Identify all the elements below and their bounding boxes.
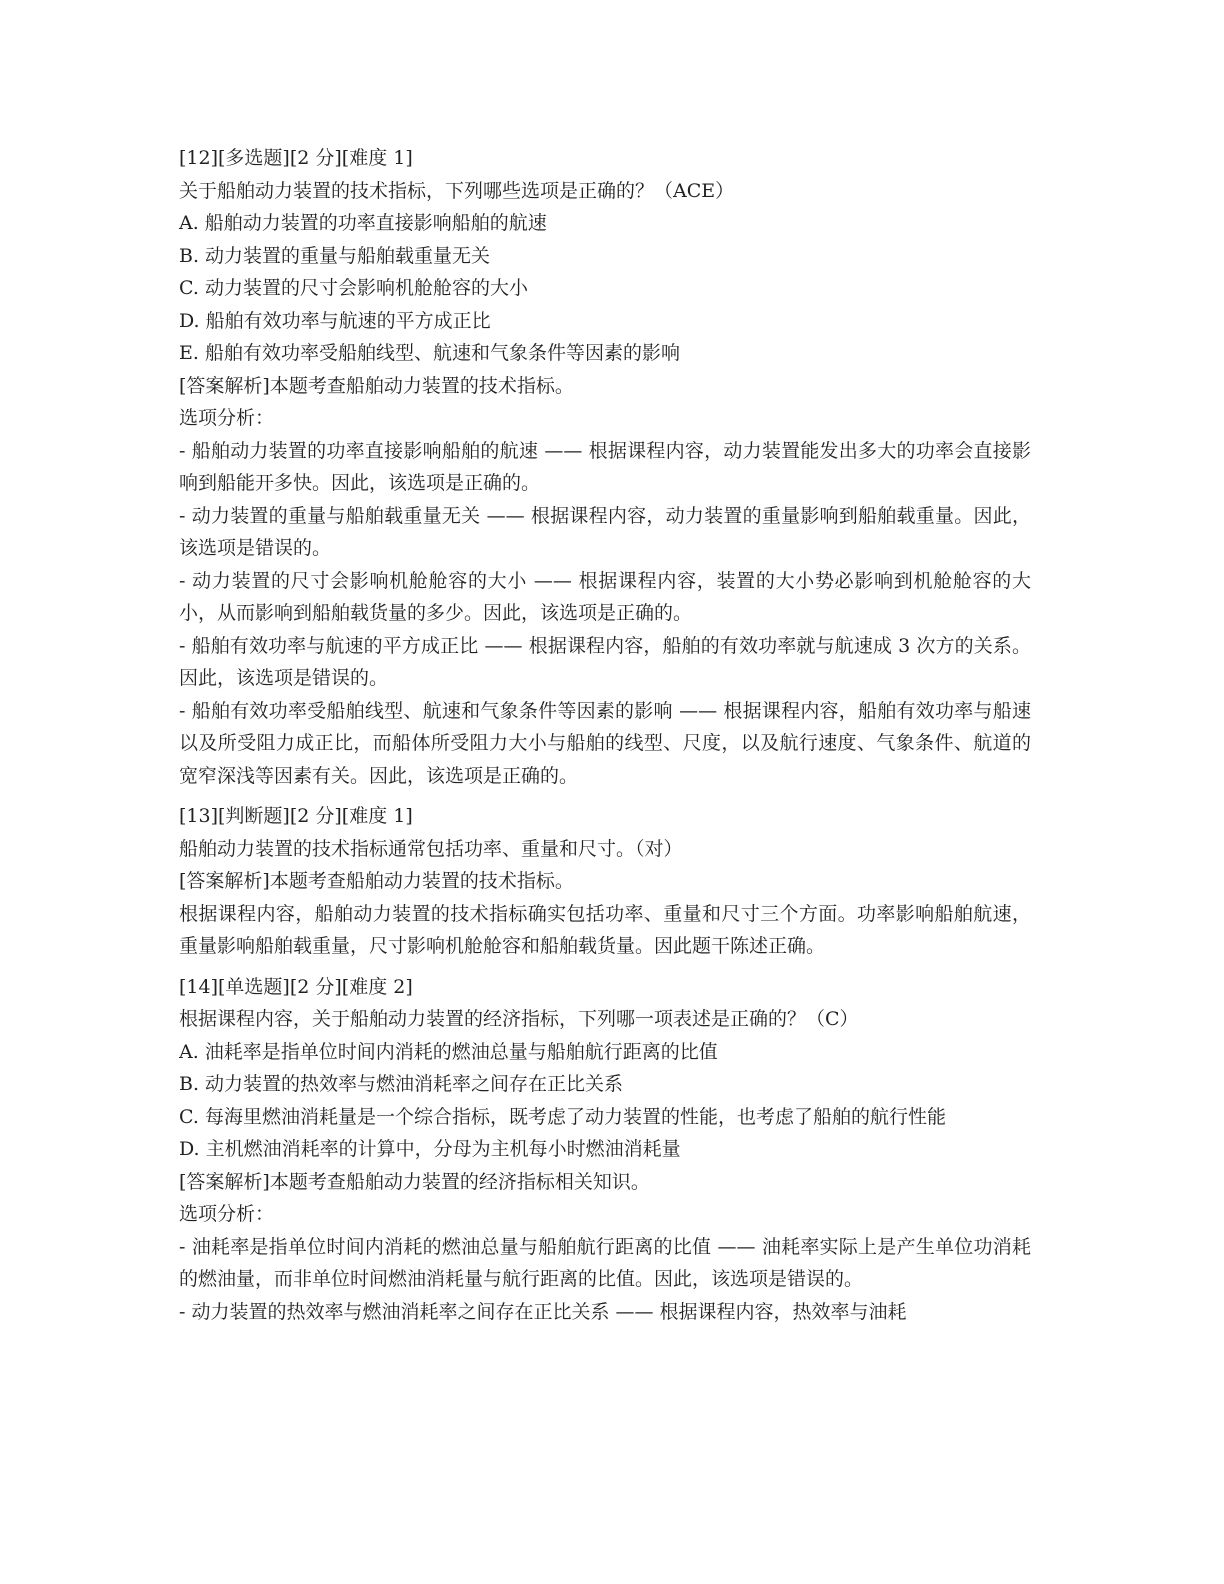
analysis-title: [答案解析]本题考查船舶动力装置的技术指标。 [179, 374, 574, 397]
question-12 [179, 142, 1031, 792]
analysis-item: - 动力装置的重量与船舶载重量无关 —— 根据课程内容，动力装置的重量影响到船舶载重量。因此，该选项是错误的。 [179, 504, 1031, 559]
option-a: A. 船舶动力装置的功率直接影响船舶的航速 [179, 212, 547, 234]
option-e: E. 船舶有效功率受船舶线型、航速和气象条件等因素的影响 [179, 342, 680, 364]
analysis-title: [答案解析]本题考查船舶动力装置的技术指标。 [179, 870, 574, 892]
question-13 [179, 800, 1031, 963]
document-body [179, 142, 1031, 1328]
analysis-item: - 动力装置的热效率与燃油消耗率之间存在正比关系 —— 根据课程内容，热效率与油耗 [179, 1300, 907, 1323]
question-separator [179, 963, 1031, 971]
analysis-item: - 船舶有效功率受船舶线型、航速和气象条件等因素的影响 —— 根据课程内容，船舶有效功率与船速以及所受阻力成正比，而船体所受阻力大小与船舶的线型、尺度，以及航行速度、气象条件、航道的宽窄深浅等因素有关。因此，该选项是正确的。 [179, 699, 1031, 787]
analysis-title: [答案解析]本题考查船舶动力装置的经济指标相关知识。 [179, 1170, 650, 1193]
question-14 [179, 971, 1031, 1329]
analysis-subtitle: 选项分析： [179, 1203, 275, 1225]
option-c: C. 动力装置的尺寸会影响机舱舱容的大小 [179, 277, 528, 299]
question-header: [12][多选题][2 分][难度 1] [179, 147, 413, 169]
analysis-item: - 油耗率是指单位时间内消耗的燃油总量与船舶航行距离的比值 —— 油耗率实际上是产生单位功消耗的燃油量，而非单位时间燃油消耗量与航行距离的比值。因此，该选项是错误的。 [179, 1235, 1031, 1290]
option-b: B. 动力装置的热效率与燃油消耗率之间存在正比关系 [179, 1073, 624, 1095]
question-header: [14][单选题][2 分][难度 2] [179, 975, 413, 998]
analysis-item: - 船舶有效功率与航速的平方成正比 —— 根据课程内容，船舶的有效功率就与航速成 3 次方的关系。因此，该选项是错误的。 [179, 634, 1031, 689]
option-b: B. 动力装置的重量与船舶载重量无关 [179, 244, 491, 267]
question-stem: 船舶动力装置的技术指标通常包括功率、重量和尺寸。（对） [179, 837, 683, 860]
question-separator [179, 792, 1031, 800]
option-a: A. 油耗率是指单位时间内消耗的燃油总量与船舶航行距离的比值 [179, 1040, 718, 1063]
analysis-subtitle: 选项分析： [179, 407, 275, 429]
option-c: C. 每海里燃油消耗量是一个综合指标，既考虑了动力装置的性能，也考虑了船舶的航行性能 [179, 1105, 946, 1128]
analysis-item: - 动力装置的尺寸会影响机舱舱容的大小 —— 根据课程内容，装置的大小势必影响到机舱舱容的大小，从而影响到船舶载货量的多少。因此，该选项是正确的。 [179, 569, 1031, 624]
analysis-text: 根据课程内容，船舶动力装置的技术指标确实包括功率、重量和尺寸三个方面。功率影响船舶航速，重量影响船舶载重量，尺寸影响机舱舱容和船舶载货量。因此题干陈述正确。 [179, 902, 1031, 957]
analysis-item: - 船舶动力装置的功率直接影响船舶的航速 —— 根据课程内容，动力装置能发出多大的功率会直接影响到船能开多快。因此，该选项是正确的。 [179, 439, 1031, 494]
option-d: D. 主机燃油消耗率的计算中，分母为主机每小时燃油消耗量 [179, 1138, 681, 1160]
question-stem: 关于船舶动力装置的技术指标，下列哪些选项是正确的？（ACE） [179, 179, 735, 202]
question-stem: 根据课程内容，关于船舶动力装置的经济指标，下列哪一项表述是正确的？（C） [179, 1008, 859, 1030]
question-header: [13][判断题][2 分][难度 1] [179, 805, 413, 827]
option-d: D. 船舶有效功率与航速的平方成正比 [179, 309, 491, 332]
